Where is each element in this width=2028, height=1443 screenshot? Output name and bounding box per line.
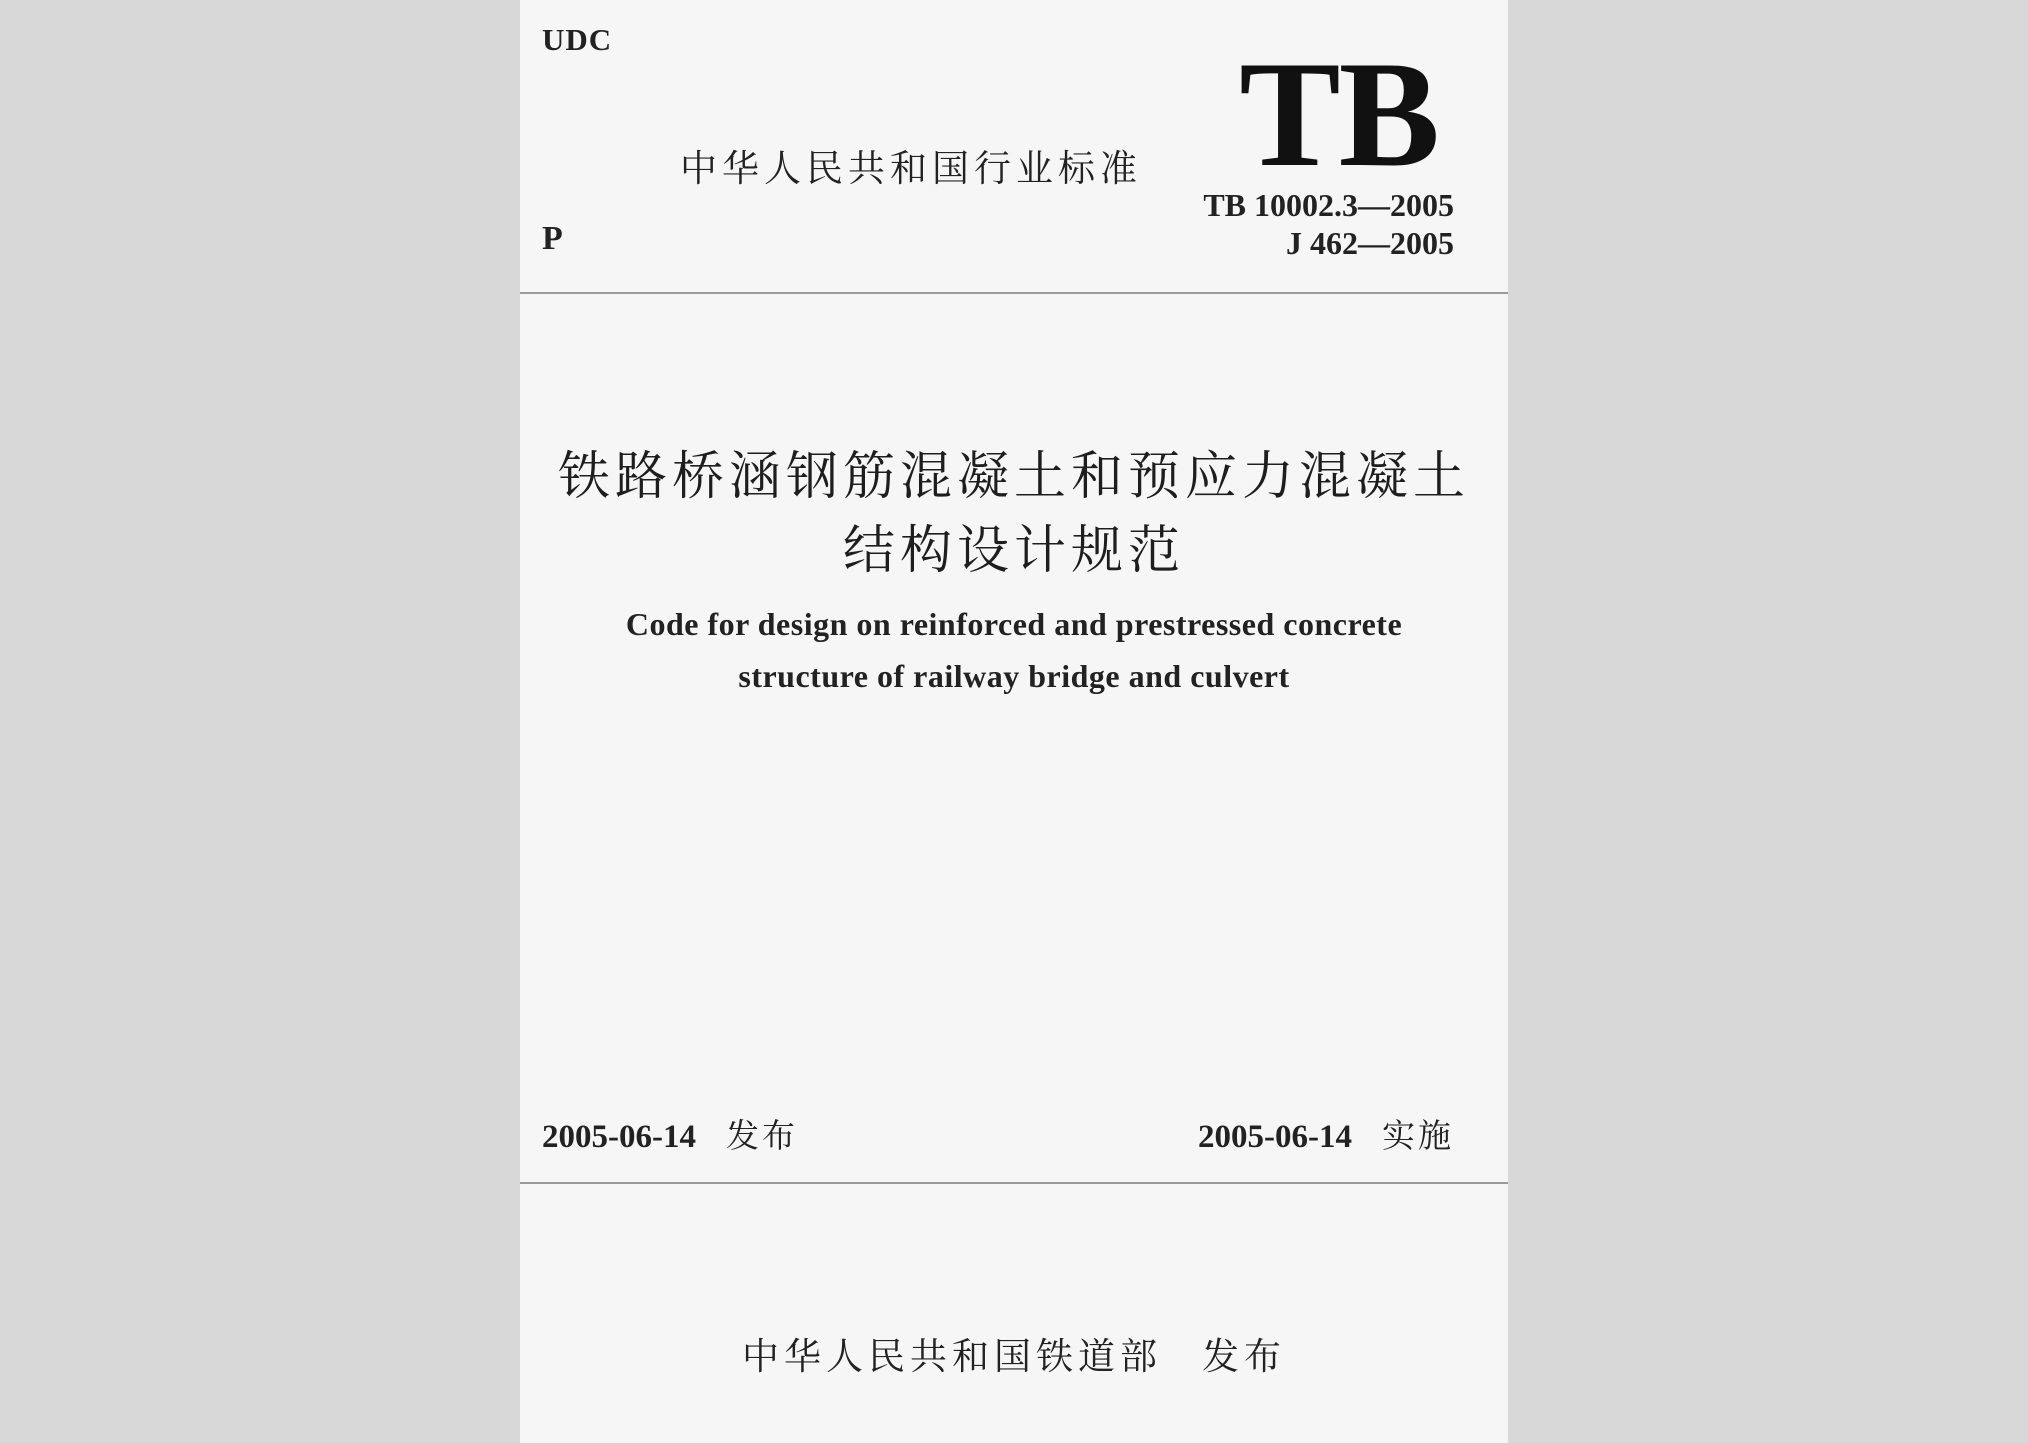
implement-date: 2005-06-14 <box>1198 1119 1352 1155</box>
industry-standard-heading: 中华人民共和国行业标准 <box>680 147 1142 190</box>
title-english-line-1: Code for design on reinforced and prestressed concrete <box>625 606 1403 642</box>
title-chinese <box>520 440 1508 588</box>
publisher-name: 中华人民共和国铁道部 <box>742 1335 1162 1378</box>
issue-label: 发布 <box>725 1116 798 1155</box>
title-english <box>520 598 1508 702</box>
tb-logo: TB <box>1239 30 1438 198</box>
issue-date-block <box>542 1110 798 1157</box>
standard-numbers <box>1203 186 1454 262</box>
udc-label: UDC <box>542 22 613 57</box>
implement-date-block <box>1198 1110 1454 1157</box>
document-cover <box>520 0 1508 1443</box>
standard-number-tb: TB 10002.3—2005 <box>1203 187 1454 223</box>
top-divider <box>520 292 1508 294</box>
standard-number-j: J 462—2005 <box>1286 225 1454 261</box>
issue-date: 2005-06-14 <box>542 1119 696 1155</box>
title-chinese-line-1: 铁路桥涵钢筋混凝土和预应力混凝土 <box>557 447 1470 507</box>
publisher-label: 发布 <box>1202 1335 1286 1378</box>
bottom-divider <box>520 1182 1508 1184</box>
title-chinese-line-2: 结构设计规范 <box>842 521 1185 581</box>
publisher-line <box>520 1326 1508 1380</box>
classification-code: P <box>542 220 563 257</box>
implement-label: 实施 <box>1382 1116 1454 1155</box>
title-english-line-2: structure of railway bridge and culvert <box>738 658 1290 694</box>
